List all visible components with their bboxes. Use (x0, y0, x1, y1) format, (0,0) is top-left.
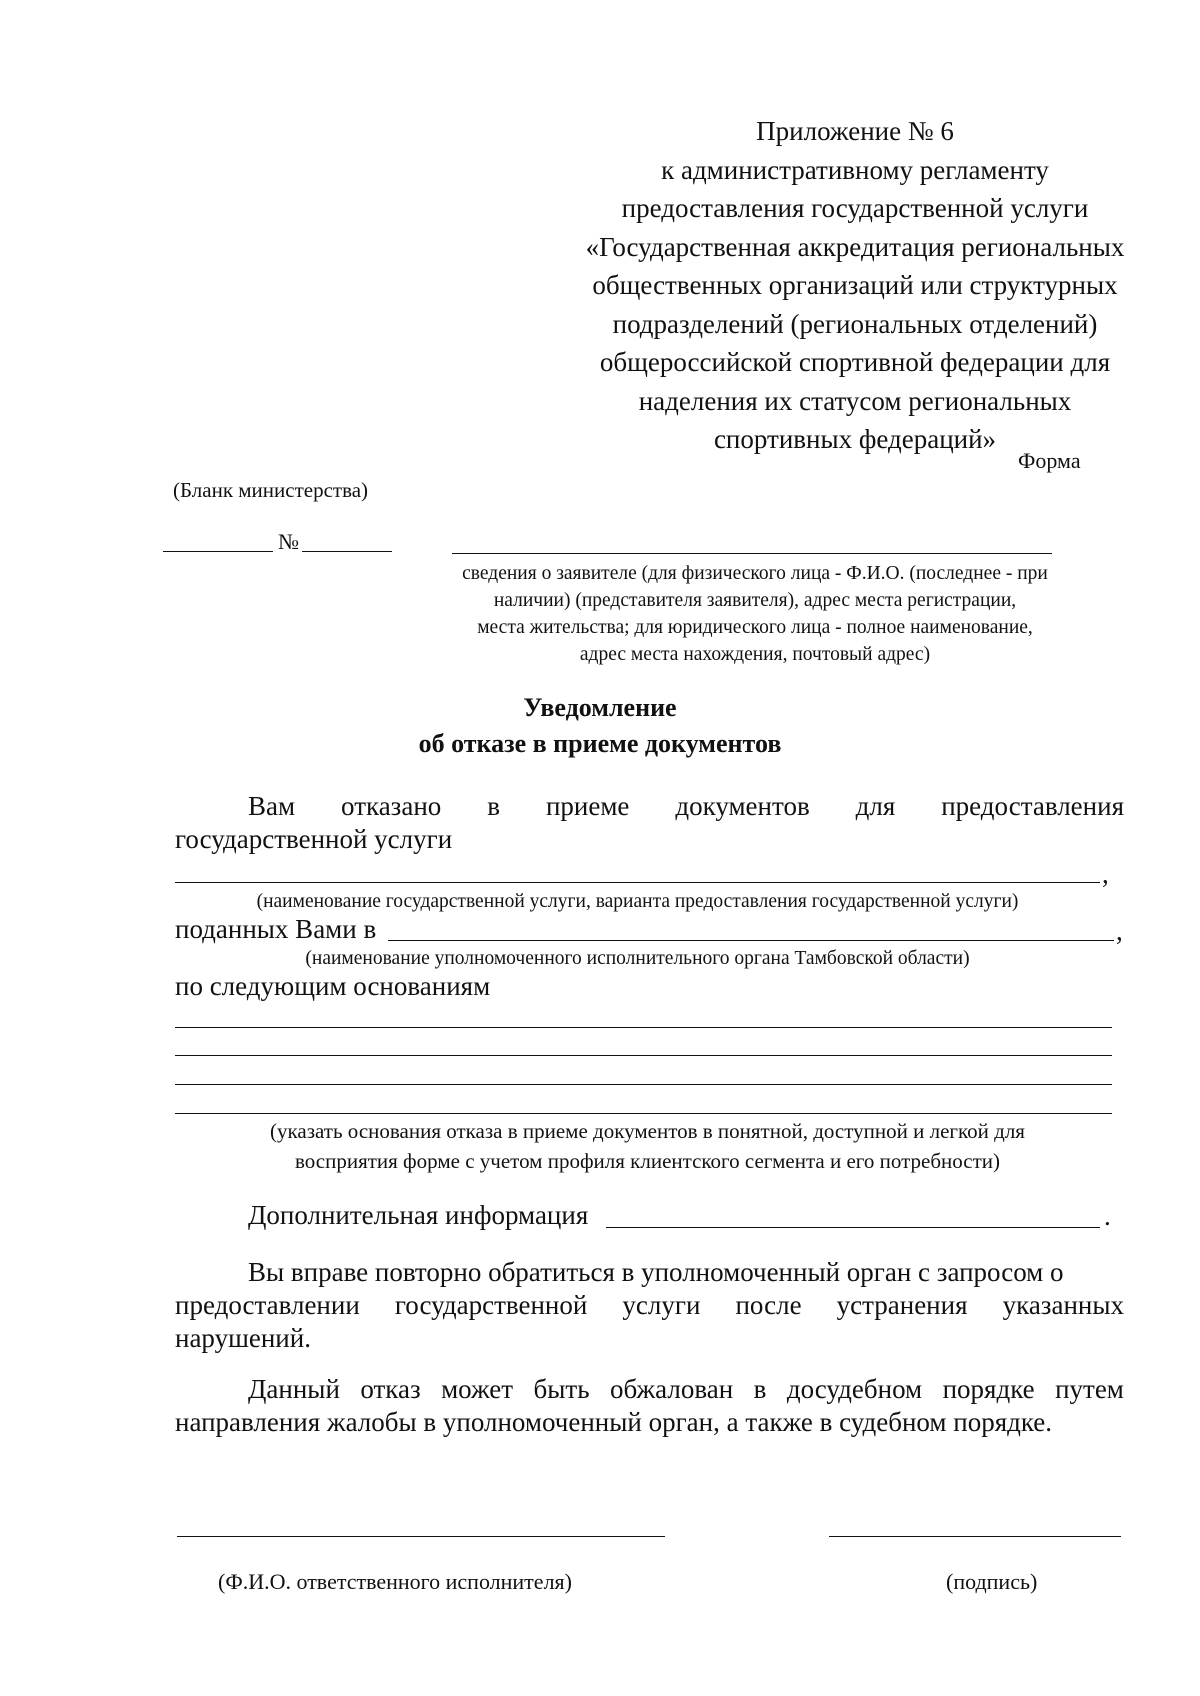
word: после (735, 1290, 802, 1320)
notice-title-line2: об отказе в приеме документов (418, 729, 782, 758)
grounds-line (175, 1027, 1112, 1028)
word: для (855, 791, 896, 821)
grounds-hint-line: (указать основания отказа в приеме документов в понятной, доступной и легкой для (270, 1119, 1025, 1143)
annex-line: общественных организаций или структурных (592, 270, 1118, 300)
word: документов (675, 791, 810, 821)
grounds-hint (175, 1116, 1120, 1176)
period: . (1104, 1201, 1111, 1231)
word: быть (533, 1374, 590, 1404)
retry-paragraph-line2 (175, 1289, 1124, 1322)
word: досудебном (786, 1374, 923, 1404)
signature-label: (подпись) (946, 1569, 1038, 1594)
annex-line: общероссийской спортивной федерации для (599, 347, 1111, 377)
annex-title: Приложение № 6 (756, 116, 954, 146)
grounds-label: по следующим основаниям (175, 971, 491, 1001)
executor-name-line (177, 1536, 665, 1537)
annex-line: к административному регламенту (661, 154, 1049, 185)
word: Данный (248, 1374, 340, 1404)
annex-header (555, 112, 1155, 459)
comma: , (1116, 916, 1123, 946)
word: Вам (248, 791, 296, 821)
word: путем (1055, 1374, 1124, 1404)
applicant-hint-line: наличии) (представителя заявителя), адрес места регистрации, (493, 590, 1017, 611)
grounds-line (175, 1113, 1112, 1114)
refusal-paragraph-line1 (248, 790, 1124, 823)
date-line (163, 551, 273, 552)
word: услуги (622, 1290, 701, 1320)
word: устранения (836, 1290, 968, 1320)
annex-line: спортивных федераций» (713, 424, 997, 454)
refusal-paragraph-line2: государственной услуги (175, 824, 453, 854)
ministry-blank-label: (Бланк министерства) (173, 478, 369, 502)
organ-hint: (наименование уполномоченного исполнительного органа Тамбовской области) (305, 948, 970, 969)
comma: , (1102, 859, 1109, 889)
notice-title (0, 690, 1200, 762)
word: государственной (394, 1290, 588, 1320)
appeal-paragraph-line2: направления жалобы в уполномоченный орган, а также в судебном порядке. (175, 1407, 1053, 1437)
annex-line: «Государственная аккредитация региональных (585, 231, 1125, 262)
grounds-line (175, 1055, 1112, 1056)
form-label: Форма (1018, 448, 1081, 473)
word: указанных (1002, 1290, 1124, 1320)
number-sign: № (278, 529, 299, 554)
word: в (753, 1374, 767, 1404)
number-line (302, 551, 392, 552)
applicant-hint (440, 560, 1070, 668)
appeal-paragraph-line1 (248, 1373, 1124, 1406)
applicant-hint-line: сведения о заявителе (для физического лица - Ф.И.О. (последнее - при (462, 563, 1048, 584)
word: порядке (942, 1374, 1035, 1404)
additional-info-line (606, 1227, 1100, 1228)
word: отказ (360, 1374, 421, 1404)
retry-paragraph-line1: Вы вправе повторно обратиться в уполномоченный орган с запросом о (248, 1257, 1064, 1287)
word: в (487, 791, 500, 821)
grounds-line (175, 1084, 1112, 1085)
applicant-hint-line: адрес места нахождения, почтовый адрес) (579, 644, 931, 665)
word: отказано (341, 791, 442, 821)
executor-name-label: (Ф.И.О. ответственного исполнителя) (218, 1569, 572, 1594)
word: предоставления (941, 791, 1124, 821)
grounds-hint-line: восприятия форме с учетом профиля клиентского сегмента и его потребности) (294, 1149, 1001, 1173)
word: предоставлении (175, 1290, 360, 1320)
word: может (441, 1374, 514, 1404)
notice-title-line1: Уведомление (523, 693, 677, 722)
organ-name-line (388, 940, 1114, 941)
service-name-line (175, 882, 1100, 883)
retry-paragraph-line3: нарушений. (175, 1323, 311, 1353)
submitted-prefix: поданных Вами в (175, 914, 377, 944)
applicant-line (452, 553, 1052, 554)
annex-line: предоставления государственной услуги (621, 193, 1089, 223)
annex-line: подразделений (региональных отделений) (612, 308, 1098, 339)
annex-line: наделения их статусом региональных (638, 385, 1072, 416)
signature-line (829, 1536, 1121, 1537)
applicant-hint-line: места жительства; для юридического лица - полное наименование, (477, 617, 1033, 638)
word: обжалован (609, 1374, 734, 1404)
word: приеме (545, 791, 630, 821)
service-hint: (наименование государственной услуги, варианта предоставления государственной услуги) (256, 891, 1019, 912)
additional-info-label: Дополнительная информация (248, 1200, 589, 1230)
